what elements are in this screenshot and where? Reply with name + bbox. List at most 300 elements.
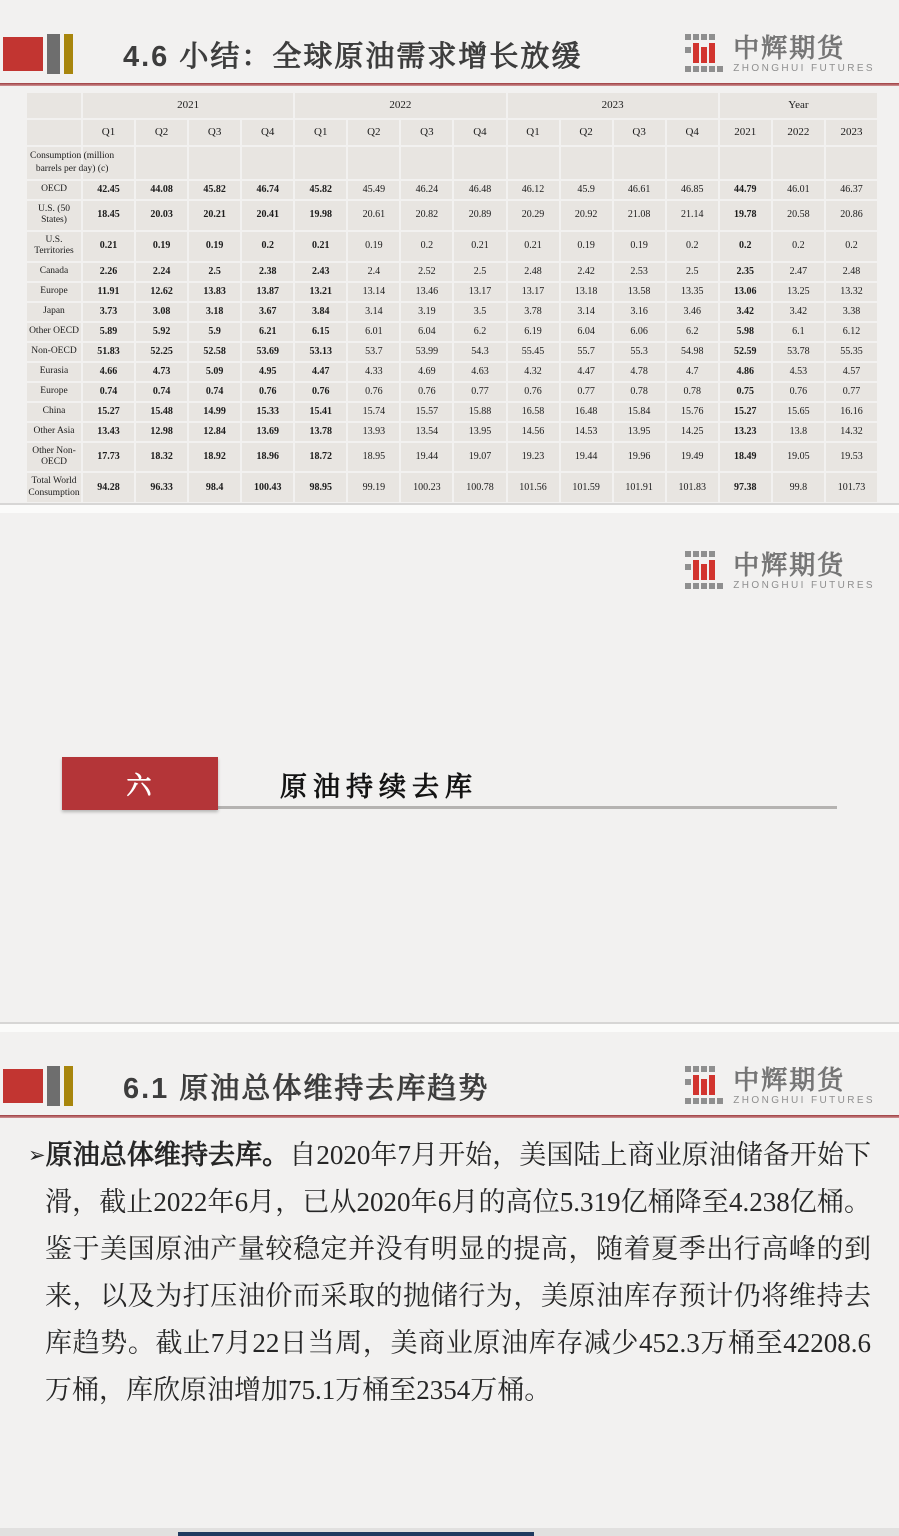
value-cell: 17.73: [83, 443, 134, 472]
value-cell: 46.61: [614, 181, 665, 199]
row-label: Canada: [27, 263, 81, 281]
empty-cell: [561, 147, 612, 179]
value-cell: 96.33: [136, 473, 187, 502]
value-cell: 2.43: [295, 263, 346, 281]
table-row: [27, 263, 877, 281]
value-cell: 4.69: [401, 363, 452, 381]
value-cell: 5.98: [720, 323, 771, 341]
table-row: [27, 283, 877, 301]
value-cell: 21.08: [614, 201, 665, 230]
value-cell: 14.56: [508, 423, 559, 441]
value-cell: 6.04: [561, 323, 612, 341]
value-cell: 0.76: [242, 383, 293, 401]
value-cell: 100.78: [454, 473, 505, 502]
value-cell: 2.48: [826, 263, 877, 281]
value-cell: 2.5: [189, 263, 240, 281]
value-cell: 98.95: [295, 473, 346, 502]
value-cell: 101.59: [561, 473, 612, 502]
value-cell: 14.99: [189, 403, 240, 421]
year-header-row: [27, 93, 877, 118]
value-cell: 2.4: [348, 263, 399, 281]
value-cell: 53.99: [401, 343, 452, 361]
empty-cell: [348, 147, 399, 179]
value-cell: 0.21: [508, 232, 559, 261]
value-cell: 3.84: [295, 303, 346, 321]
value-cell: 94.28: [83, 473, 134, 502]
value-cell: 2.47: [773, 263, 824, 281]
year-group-header: 2023: [508, 93, 718, 118]
value-cell: 99.19: [348, 473, 399, 502]
slide1-header: [0, 28, 899, 80]
value-cell: 15.76: [667, 403, 718, 421]
value-cell: 13.58: [614, 283, 665, 301]
value-cell: 52.58: [189, 343, 240, 361]
value-cell: 54.98: [667, 343, 718, 361]
value-cell: 6.21: [242, 323, 293, 341]
value-cell: 52.25: [136, 343, 187, 361]
header-divider-line: [0, 1115, 899, 1118]
value-cell: 18.32: [136, 443, 187, 472]
quarter-header: 2021: [720, 120, 771, 145]
value-cell: 4.57: [826, 363, 877, 381]
value-cell: 18.45: [83, 201, 134, 230]
value-cell: 52.59: [720, 343, 771, 361]
quarter-header: Q3: [189, 120, 240, 145]
value-cell: 3.14: [561, 303, 612, 321]
value-cell: 3.5: [454, 303, 505, 321]
row-label: Europe: [27, 383, 81, 401]
value-cell: 0.2: [826, 232, 877, 261]
quarter-header-row: [27, 120, 877, 145]
value-cell: 13.14: [348, 283, 399, 301]
value-cell: 0.77: [826, 383, 877, 401]
value-cell: 19.53: [826, 443, 877, 472]
value-cell: 3.67: [242, 303, 293, 321]
value-cell: 55.3: [614, 343, 665, 361]
logo-company-subtitle: ZHONGHUI FUTURES: [733, 1094, 875, 1106]
value-cell: 15.33: [242, 403, 293, 421]
value-cell: 46.48: [454, 181, 505, 199]
logo-company-name: 中辉期货: [733, 32, 846, 63]
value-cell: 13.35: [667, 283, 718, 301]
value-cell: 0.76: [773, 383, 824, 401]
demand-table: [25, 91, 879, 504]
quarter-header: Q2: [561, 120, 612, 145]
year-group-header: Year: [720, 93, 877, 118]
company-logo: [685, 1066, 875, 1106]
value-cell: 46.74: [242, 181, 293, 199]
value-cell: 13.54: [401, 423, 452, 441]
table-row: [27, 323, 877, 341]
value-cell: 13.95: [454, 423, 505, 441]
section-row-label-text: Consumption (million barrels per day) (c): [30, 151, 115, 175]
value-cell: 13.32: [826, 283, 877, 301]
value-cell: 3.19: [401, 303, 452, 321]
value-cell: 13.17: [508, 283, 559, 301]
value-cell: 46.85: [667, 181, 718, 199]
value-cell: 4.86: [720, 363, 771, 381]
value-cell: 97.38: [720, 473, 771, 502]
value-cell: 51.83: [83, 343, 134, 361]
value-cell: 15.57: [401, 403, 452, 421]
value-cell: 0.76: [401, 383, 452, 401]
value-cell: 2.48: [508, 263, 559, 281]
empty-cell: [242, 147, 293, 179]
value-cell: 0.76: [508, 383, 559, 401]
value-cell: 20.86: [826, 201, 877, 230]
value-cell: 13.46: [401, 283, 452, 301]
chapter-number-badge: 六: [62, 757, 218, 810]
value-cell: 3.78: [508, 303, 559, 321]
value-cell: 11.91: [83, 283, 134, 301]
value-cell: 15.27: [83, 403, 134, 421]
empty-cell: [826, 147, 877, 179]
table-row: [27, 473, 877, 502]
quarter-header: 2022: [773, 120, 824, 145]
value-cell: 5.89: [83, 323, 134, 341]
value-cell: 13.06: [720, 283, 771, 301]
quarter-header: Q4: [667, 120, 718, 145]
value-cell: 0.19: [136, 232, 187, 261]
value-cell: 42.45: [83, 181, 134, 199]
value-cell: 3.16: [614, 303, 665, 321]
value-cell: 20.92: [561, 201, 612, 230]
value-cell: 0.74: [83, 383, 134, 401]
table-row: [27, 303, 877, 321]
quarter-header: Q2: [348, 120, 399, 145]
quarter-header: Q1: [83, 120, 134, 145]
value-cell: 18.49: [720, 443, 771, 472]
value-cell: 15.88: [454, 403, 505, 421]
value-cell: 19.49: [667, 443, 718, 472]
value-cell: 46.24: [401, 181, 452, 199]
logo-text: [733, 1064, 875, 1106]
value-cell: 5.09: [189, 363, 240, 381]
empty-cell: [667, 147, 718, 179]
value-cell: 19.44: [401, 443, 452, 472]
quarter-header: Q3: [614, 120, 665, 145]
table-row: [27, 383, 877, 401]
value-cell: 4.32: [508, 363, 559, 381]
value-cell: 20.61: [348, 201, 399, 230]
value-cell: 3.38: [826, 303, 877, 321]
value-cell: 14.53: [561, 423, 612, 441]
value-cell: 0.77: [454, 383, 505, 401]
value-cell: 12.98: [136, 423, 187, 441]
value-cell: 4.53: [773, 363, 824, 381]
value-cell: 2.42: [561, 263, 612, 281]
decor-red-bar: [3, 37, 43, 71]
value-cell: 0.2: [667, 232, 718, 261]
value-cell: 20.21: [189, 201, 240, 230]
value-cell: 46.12: [508, 181, 559, 199]
value-cell: 3.42: [720, 303, 771, 321]
value-cell: 19.98: [295, 201, 346, 230]
quarter-header: 2023: [826, 120, 877, 145]
next-slide-edge-line: [178, 1532, 534, 1536]
value-cell: 0.2: [773, 232, 824, 261]
value-cell: 5.92: [136, 323, 187, 341]
section-row-label: [27, 147, 115, 179]
value-cell: 3.73: [83, 303, 134, 321]
zhonghui-logo-icon: [685, 551, 725, 591]
value-cell: 2.24: [136, 263, 187, 281]
value-cell: 0.74: [136, 383, 187, 401]
value-cell: 19.05: [773, 443, 824, 472]
header-decor-bars: [3, 1066, 73, 1106]
value-cell: 6.01: [348, 323, 399, 341]
value-cell: 16.48: [561, 403, 612, 421]
analysis-paragraph: [28, 1132, 871, 1414]
empty-cell: [295, 147, 346, 179]
decor-gold-bar: [64, 1066, 73, 1106]
value-cell: 53.7: [348, 343, 399, 361]
zhonghui-logo-icon: [685, 34, 725, 74]
slide2-logo-row: [0, 513, 899, 591]
logo-company-name: 中辉期货: [733, 1064, 846, 1095]
value-cell: 13.95: [614, 423, 665, 441]
value-cell: 45.82: [189, 181, 240, 199]
quarter-header: Q4: [454, 120, 505, 145]
arrow-bullet-icon: ➢: [28, 1143, 46, 1167]
value-cell: 46.37: [826, 181, 877, 199]
value-cell: 53.78: [773, 343, 824, 361]
empty-cell: [454, 147, 505, 179]
value-cell: 0.21: [454, 232, 505, 261]
paragraph-lead: 原油总体维持去库。: [45, 1140, 290, 1170]
value-cell: 0.78: [614, 383, 665, 401]
value-cell: 14.32: [826, 423, 877, 441]
value-cell: 20.29: [508, 201, 559, 230]
row-label: Eurasia: [27, 363, 81, 381]
value-cell: 13.8: [773, 423, 824, 441]
value-cell: 0.2: [720, 232, 771, 261]
logo-company-subtitle: ZHONGHUI FUTURES: [733, 62, 875, 74]
value-cell: 13.93: [348, 423, 399, 441]
value-cell: 6.15: [295, 323, 346, 341]
table-row: [27, 181, 877, 199]
value-cell: 13.87: [242, 283, 293, 301]
quarter-header: Q1: [295, 120, 346, 145]
value-cell: 20.89: [454, 201, 505, 230]
value-cell: 4.7: [667, 363, 718, 381]
header-divider-line: [0, 83, 899, 86]
chapter-title: 原油持续去库: [280, 772, 478, 802]
value-cell: 15.41: [295, 403, 346, 421]
value-cell: 20.03: [136, 201, 187, 230]
value-cell: 2.5: [454, 263, 505, 281]
row-label: China: [27, 403, 81, 421]
row-label: Other Non-OECD: [27, 443, 81, 472]
value-cell: 13.18: [561, 283, 612, 301]
value-cell: 14.25: [667, 423, 718, 441]
value-cell: 45.49: [348, 181, 399, 199]
value-cell: 6.04: [401, 323, 452, 341]
table-row: [27, 232, 877, 261]
row-label: Non-OECD: [27, 343, 81, 361]
header-decor-bars: [3, 34, 73, 74]
value-cell: 18.96: [242, 443, 293, 472]
value-cell: 13.83: [189, 283, 240, 301]
value-cell: 2.38: [242, 263, 293, 281]
value-cell: 13.17: [454, 283, 505, 301]
value-cell: 6.1: [773, 323, 824, 341]
page-title: 4.6 小结：全球原油需求增长放缓: [123, 40, 583, 73]
value-cell: 0.21: [295, 232, 346, 261]
value-cell: 3.46: [667, 303, 718, 321]
value-cell: 18.95: [348, 443, 399, 472]
value-cell: 4.47: [295, 363, 346, 381]
value-cell: 45.82: [295, 181, 346, 199]
value-cell: 19.44: [561, 443, 612, 472]
section-label-row: [27, 147, 877, 179]
value-cell: 13.25: [773, 283, 824, 301]
zhonghui-logo-icon: [685, 1066, 725, 1106]
decor-gray-bar: [47, 1066, 60, 1106]
value-cell: 21.14: [667, 201, 718, 230]
value-cell: 5.9: [189, 323, 240, 341]
table-row: [27, 403, 877, 421]
value-cell: 0.2: [242, 232, 293, 261]
value-cell: 13.43: [83, 423, 134, 441]
decor-red-bar: [3, 1069, 43, 1103]
quarter-header: Q2: [136, 120, 187, 145]
table-row: [27, 443, 877, 472]
logo-company-subtitle: ZHONGHUI FUTURES: [733, 579, 875, 591]
slide-destocking-trend: [0, 1032, 899, 1536]
value-cell: 6.12: [826, 323, 877, 341]
value-cell: 0.74: [189, 383, 240, 401]
value-cell: 45.9: [561, 181, 612, 199]
value-cell: 3.14: [348, 303, 399, 321]
value-cell: 0.78: [667, 383, 718, 401]
value-cell: 2.35: [720, 263, 771, 281]
value-cell: 19.23: [508, 443, 559, 472]
value-cell: 0.2: [401, 232, 452, 261]
empty-cell: [401, 147, 452, 179]
logo-text: [733, 32, 875, 74]
value-cell: 3.08: [136, 303, 187, 321]
value-cell: 0.19: [189, 232, 240, 261]
value-cell: 13.23: [720, 423, 771, 441]
value-cell: 15.74: [348, 403, 399, 421]
value-cell: 19.07: [454, 443, 505, 472]
chapter-heading: [62, 757, 837, 811]
value-cell: 6.06: [614, 323, 665, 341]
value-cell: 12.62: [136, 283, 187, 301]
paragraph-body: 自2020年7月开始，美国陆上商业原油储备开始下滑，截止2022年6月，已从2020年6月的高位5.319亿桶降至4.238亿桶。鉴于美国原油产量较稳定并没有明显的提高，随着夏季出行高峰的到来，以及为打压油价而采取的抛储行为，美原油库存预计仍将维持去库趋势。截止7月22日当周，美商业原油库存减少452.3万桶至42208.6万桶，库欣原油增加75.1万桶至2354万桶。: [45, 1140, 872, 1405]
empty-cell: [508, 147, 559, 179]
value-cell: 0.77: [561, 383, 612, 401]
empty-cell: [136, 147, 187, 179]
value-cell: 100.23: [401, 473, 452, 502]
empty-cell: [189, 147, 240, 179]
logo-company-name: 中辉期货: [733, 549, 846, 580]
value-cell: 18.72: [295, 443, 346, 472]
value-cell: 6.2: [667, 323, 718, 341]
year-group-header: 2022: [295, 93, 505, 118]
value-cell: 20.58: [773, 201, 824, 230]
value-cell: 98.4: [189, 473, 240, 502]
slide-demand-summary: [0, 0, 899, 503]
value-cell: 0.21: [83, 232, 134, 261]
value-cell: 4.73: [136, 363, 187, 381]
decor-gold-bar: [64, 34, 73, 74]
value-cell: 15.65: [773, 403, 824, 421]
value-cell: 12.84: [189, 423, 240, 441]
value-cell: 15.84: [614, 403, 665, 421]
value-cell: 19.78: [720, 201, 771, 230]
table-row: [27, 423, 877, 441]
table-row: [27, 201, 877, 230]
value-cell: 53.13: [295, 343, 346, 361]
value-cell: 0.19: [614, 232, 665, 261]
value-cell: 4.78: [614, 363, 665, 381]
value-cell: 100.43: [242, 473, 293, 502]
value-cell: 99.8: [773, 473, 824, 502]
quarter-header: Q1: [508, 120, 559, 145]
value-cell: 13.69: [242, 423, 293, 441]
value-cell: 0.19: [561, 232, 612, 261]
empty-cell: [614, 147, 665, 179]
decor-gray-bar: [47, 34, 60, 74]
company-logo: [685, 34, 875, 74]
value-cell: 2.5: [667, 263, 718, 281]
value-cell: 44.08: [136, 181, 187, 199]
value-cell: 46.01: [773, 181, 824, 199]
value-cell: 101.56: [508, 473, 559, 502]
value-cell: 4.47: [561, 363, 612, 381]
empty-cell: [773, 147, 824, 179]
value-cell: 44.79: [720, 181, 771, 199]
value-cell: 16.16: [826, 403, 877, 421]
value-cell: 6.2: [454, 323, 505, 341]
slide3-header: [0, 1060, 899, 1112]
row-label: U.S. Territories: [27, 232, 81, 261]
empty-cell: [720, 147, 771, 179]
value-cell: 20.41: [242, 201, 293, 230]
logo-text: [733, 549, 875, 591]
value-cell: 15.27: [720, 403, 771, 421]
table-corner-cell: [27, 120, 81, 145]
value-cell: 0.19: [348, 232, 399, 261]
row-label: U.S. (50 States): [27, 201, 81, 230]
row-label: Japan: [27, 303, 81, 321]
value-cell: 4.95: [242, 363, 293, 381]
page-title: 6.1 原油总体维持去库趋势: [123, 1072, 490, 1105]
value-cell: 13.78: [295, 423, 346, 441]
value-cell: 2.53: [614, 263, 665, 281]
table-row: [27, 343, 877, 361]
value-cell: 3.18: [189, 303, 240, 321]
quarter-header: Q4: [242, 120, 293, 145]
value-cell: 2.26: [83, 263, 134, 281]
row-label: Europe: [27, 283, 81, 301]
quarter-header: Q3: [401, 120, 452, 145]
slide-chapter-cover: [0, 513, 899, 1022]
company-logo: [685, 551, 875, 591]
value-cell: 54.3: [454, 343, 505, 361]
row-label: Other Asia: [27, 423, 81, 441]
table-corner-cell: [27, 93, 81, 118]
value-cell: 19.96: [614, 443, 665, 472]
value-cell: 4.63: [454, 363, 505, 381]
value-cell: 4.66: [83, 363, 134, 381]
value-cell: 2.52: [401, 263, 452, 281]
value-cell: 101.91: [614, 473, 665, 502]
value-cell: 20.82: [401, 201, 452, 230]
value-cell: 55.45: [508, 343, 559, 361]
